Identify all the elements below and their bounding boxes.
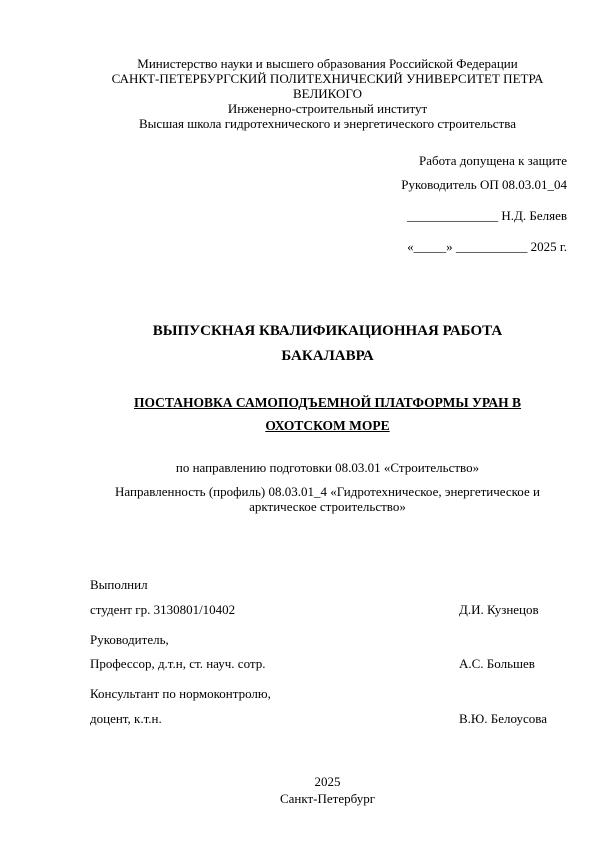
supervisor-label: Руководитель, [90,632,169,647]
university-line: САНКТ-ПЕТЕРБУРГСКИЙ ПОЛИТЕХНИЧЕСКИЙ УНИВЕРСИТЕТ ПЕТРА [111,71,544,86]
approval-signature: ______________ Н.Д. Беляев [407,208,567,223]
approval-admitted: Работа допущена к защите [418,153,567,168]
approval-date: «_____» ___________ 2025 г. [407,239,567,254]
thesis-topic-line2: ОХОТСКОМ МОРЕ [265,418,390,433]
thesis-topic-line1: ПОСТАНОВКА САМОПОДЪЕМНОЙ ПЛАТФОРМЫ УРАН В [133,395,522,410]
approval-supervisor-op: Руководитель ОП 08.03.01_04 [401,177,567,192]
school-line: Высшая школа гидротехнического и энергетического строительства [139,116,516,131]
profile-line-cont: арктическое строительство» [249,499,406,514]
consultant-name: В.Ю. Белоусова [459,711,548,726]
university-line-cont: ВЕЛИКОГО [293,86,362,101]
performed-label: Выполнил [90,577,148,592]
student-name: Д.И. Кузнецов [459,602,539,617]
consultant-label: Консультант по нормоконтролю, [90,686,271,701]
footer-city: Санкт-Петербург [279,791,376,806]
profile-line: Направленность (профиль) 08.03.01_4 «Гидротехническое, энергетическое и [115,484,540,499]
direction-line: по направлению подготовки 08.03.01 «Строительство» [175,460,480,475]
footer-year: 2025 [314,774,341,789]
consultant-position: доцент, к.т.н. [90,711,162,726]
document-title-line1: ВЫПУСКНАЯ КВАЛИФИКАЦИОННАЯ РАБОТА [152,323,503,339]
supervisor-position: Профессор, д.т.н, ст. науч. сотр. [90,656,266,671]
institution-header [60,56,595,131]
ministry-line: Министерство науки и высшего образования Российской Федерации [137,56,518,71]
institute-line: Инженерно-строительный институт [227,101,428,116]
student-label: студент гр. 3130801/10402 [90,602,236,617]
document-title-line2: БАКАЛАВРА [281,348,374,364]
supervisor-name: А.С. Большев [459,656,535,671]
